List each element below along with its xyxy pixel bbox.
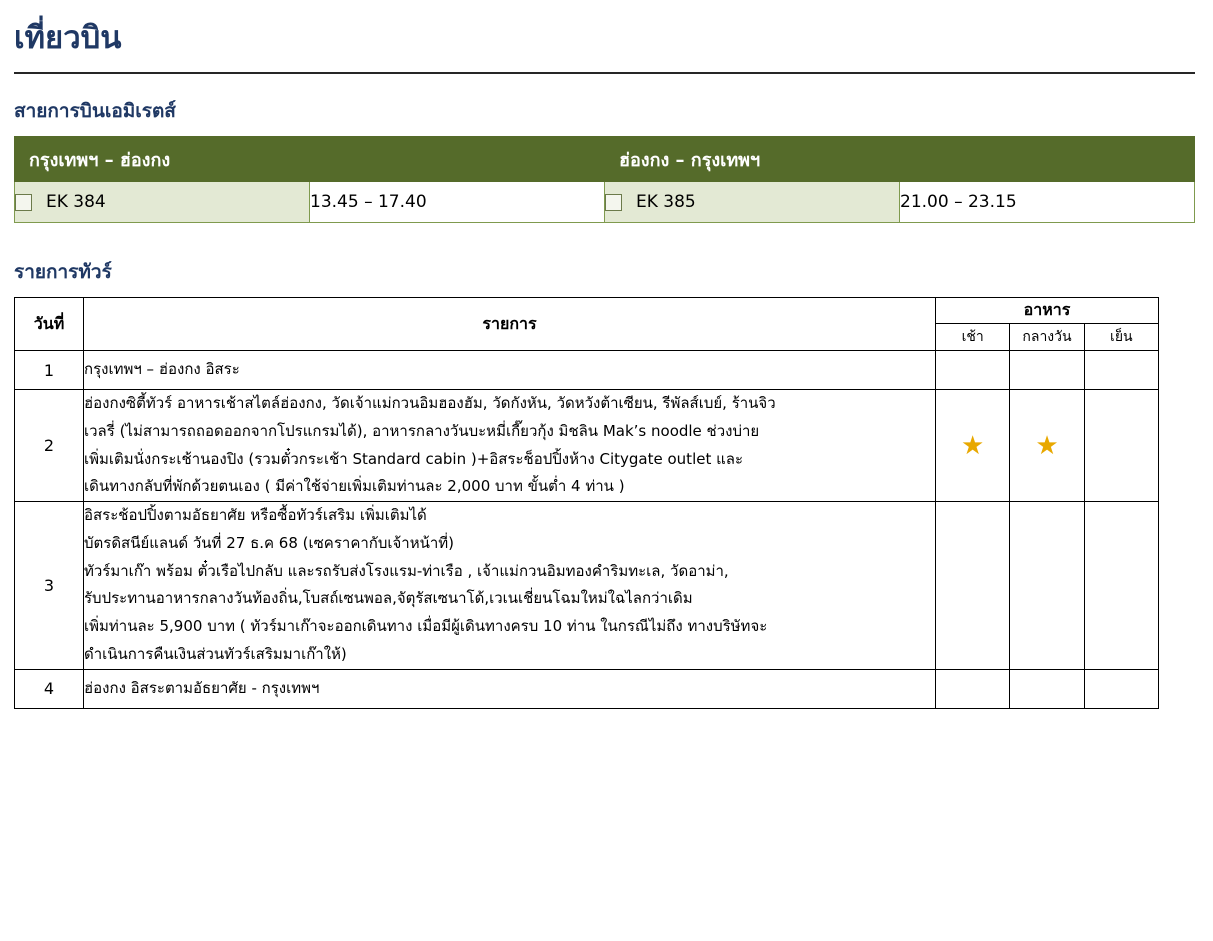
flight-table-header-row bbox=[15, 137, 1195, 182]
tour-meal-lunch bbox=[1010, 502, 1084, 670]
tour-meal-dinner bbox=[1084, 390, 1158, 502]
tour-meal-breakfast bbox=[936, 502, 1010, 670]
tour-program-text bbox=[84, 351, 936, 390]
table-row bbox=[15, 502, 1159, 670]
tour-program-line: เดินทางกลับที่พักด้วยตนเอง ( มีค่าใช้จ่ายเพิ่มเติมท่านละ 2,000 บาท ขั้นต่ำ 4 ท่าน ) bbox=[84, 477, 625, 496]
tour-meal-lunch: ★ bbox=[1010, 390, 1084, 502]
table-row bbox=[15, 351, 1159, 390]
flight-route-inbound: ฮ่องกง – กรุงเทพฯ bbox=[605, 137, 1195, 182]
table-row bbox=[15, 390, 1159, 502]
flight-route-outbound: กรุงเทพฯ – ฮ่องกง bbox=[15, 137, 605, 182]
tour-meal-breakfast bbox=[936, 351, 1010, 390]
table-row bbox=[15, 669, 1159, 708]
tour-program-text bbox=[84, 390, 936, 502]
tour-program-line: เพิ่มเติมนั่งกระเช้านองปิง (รวมตั๋วกระเช้า Standard cabin )+อิสระช็อปปิ้งห้าง Citygate outlet และ bbox=[84, 449, 744, 468]
tour-program-line: รับประทานอาหารกลางวันท้องถิ่น,โบสถ์เซนพอล,จัตุรัสเซนาโด้,เวเนเชี่ยนโฉมใหม่ใฉไลกว่าเดิม bbox=[84, 589, 693, 608]
tour-table bbox=[14, 297, 1159, 709]
tour-section-heading: รายการทัวร์ bbox=[14, 261, 112, 283]
tour-meal-lunch bbox=[1010, 669, 1084, 708]
tour-program-line: เพิ่มท่านละ 5,900 บาท ( ทัวร์มาเก๊าจะออกเดินทาง เมื่อมีผู้เดินทางครบ 10 ท่าน ในกรณีไม่ถึง ทางบริษัทจะ bbox=[84, 617, 768, 635]
flight-number-inbound: EK 385 bbox=[636, 192, 696, 212]
tour-header-dinner: เย็น bbox=[1084, 324, 1158, 351]
tour-day-number: 4 bbox=[15, 669, 84, 708]
tour-meal-breakfast: ★ bbox=[936, 390, 1010, 502]
tour-program-line: ฮ่องกง อิสระตามอัธยาศัย - กรุงเทพฯ bbox=[84, 678, 320, 697]
tour-program-text bbox=[84, 502, 936, 670]
tour-header-meals: อาหาร bbox=[936, 298, 1159, 324]
tour-program-text bbox=[84, 669, 936, 708]
tour-day-number: 2 bbox=[15, 390, 84, 502]
tour-meal-dinner bbox=[1084, 669, 1158, 708]
checkbox-icon[interactable] bbox=[15, 194, 32, 211]
tour-program-line: ทัวร์มาเก๊า พร้อม ตั๋วเรือไปกลับ และรถรับส่งโรงแรม-ท่าเรือ , เจ้าแม่กวนอิมทองคำริมทะเล, วัดอาม่า, bbox=[84, 561, 729, 580]
tour-program-line: เวลรี่ (ไม่สามารถถอดออกจากโปรแกรมได้), อาหารกลางวันบะหมี่เกี๊ยวกุ้ง มิชลิน Mak’s noodle ช่วงบ่าย bbox=[84, 421, 760, 440]
tour-day-number: 1 bbox=[15, 351, 84, 390]
flight-table bbox=[14, 136, 1195, 223]
flight-code-cell-outbound bbox=[15, 182, 310, 223]
tour-header-lunch: กลางวัน bbox=[1010, 324, 1084, 351]
tour-meal-lunch bbox=[1010, 351, 1084, 390]
flight-number-outbound: EK 384 bbox=[46, 192, 106, 212]
tour-meal-dinner bbox=[1084, 351, 1158, 390]
tour-meal-breakfast bbox=[936, 669, 1010, 708]
tour-header-date: วันที่ bbox=[15, 298, 84, 351]
tour-program-line: บัตรดิสนีย์แลนด์ วันที่ 27 ธ.ค 68 (เซคราคากับเจ้าหน้าที่) bbox=[84, 533, 455, 552]
flight-table-row bbox=[15, 182, 1195, 223]
title-divider bbox=[14, 72, 1195, 74]
tour-header-breakfast: เช้า bbox=[936, 324, 1010, 351]
tour-day-number: 3 bbox=[15, 502, 84, 670]
flight-section-heading: สายการบินเอมิเรตส์ bbox=[14, 100, 176, 122]
checkbox-icon[interactable] bbox=[605, 194, 622, 211]
tour-meal-dinner bbox=[1084, 502, 1158, 670]
flight-time-inbound: 21.00 – 23.15 bbox=[900, 182, 1195, 223]
tour-section bbox=[14, 257, 1195, 709]
tour-program-line: กรุงเทพฯ – ฮ่องกง อิสระ bbox=[84, 360, 240, 379]
tour-header-program: รายการ bbox=[84, 298, 936, 351]
tour-header-row-1 bbox=[15, 298, 1159, 324]
flight-code-cell-inbound bbox=[605, 182, 900, 223]
tour-program-line: ฮ่องกงซิตี้ทัวร์ อาหารเช้าสไตล์ฮ่องกง, วัดเจ้าแม่กวนอิมฮองฮัม, วัดกังหัน, วัดหวังต้าเซียน, รีพัลส์เบย์, ร้านจิว bbox=[84, 394, 776, 412]
tour-program-line: ดำเนินการคืนเงินส่วนทัวร์เสริมมาเก๊าให้) bbox=[84, 644, 347, 663]
flight-time-outbound: 13.45 – 17.40 bbox=[310, 182, 605, 223]
tour-program-line: อิสระช้อปปิ้งตามอัธยาศัย หรือซื้อทัวร์เสริม เพิ่มเติมได้ bbox=[84, 506, 427, 524]
page-title: เที่ยวบิน bbox=[14, 20, 122, 56]
